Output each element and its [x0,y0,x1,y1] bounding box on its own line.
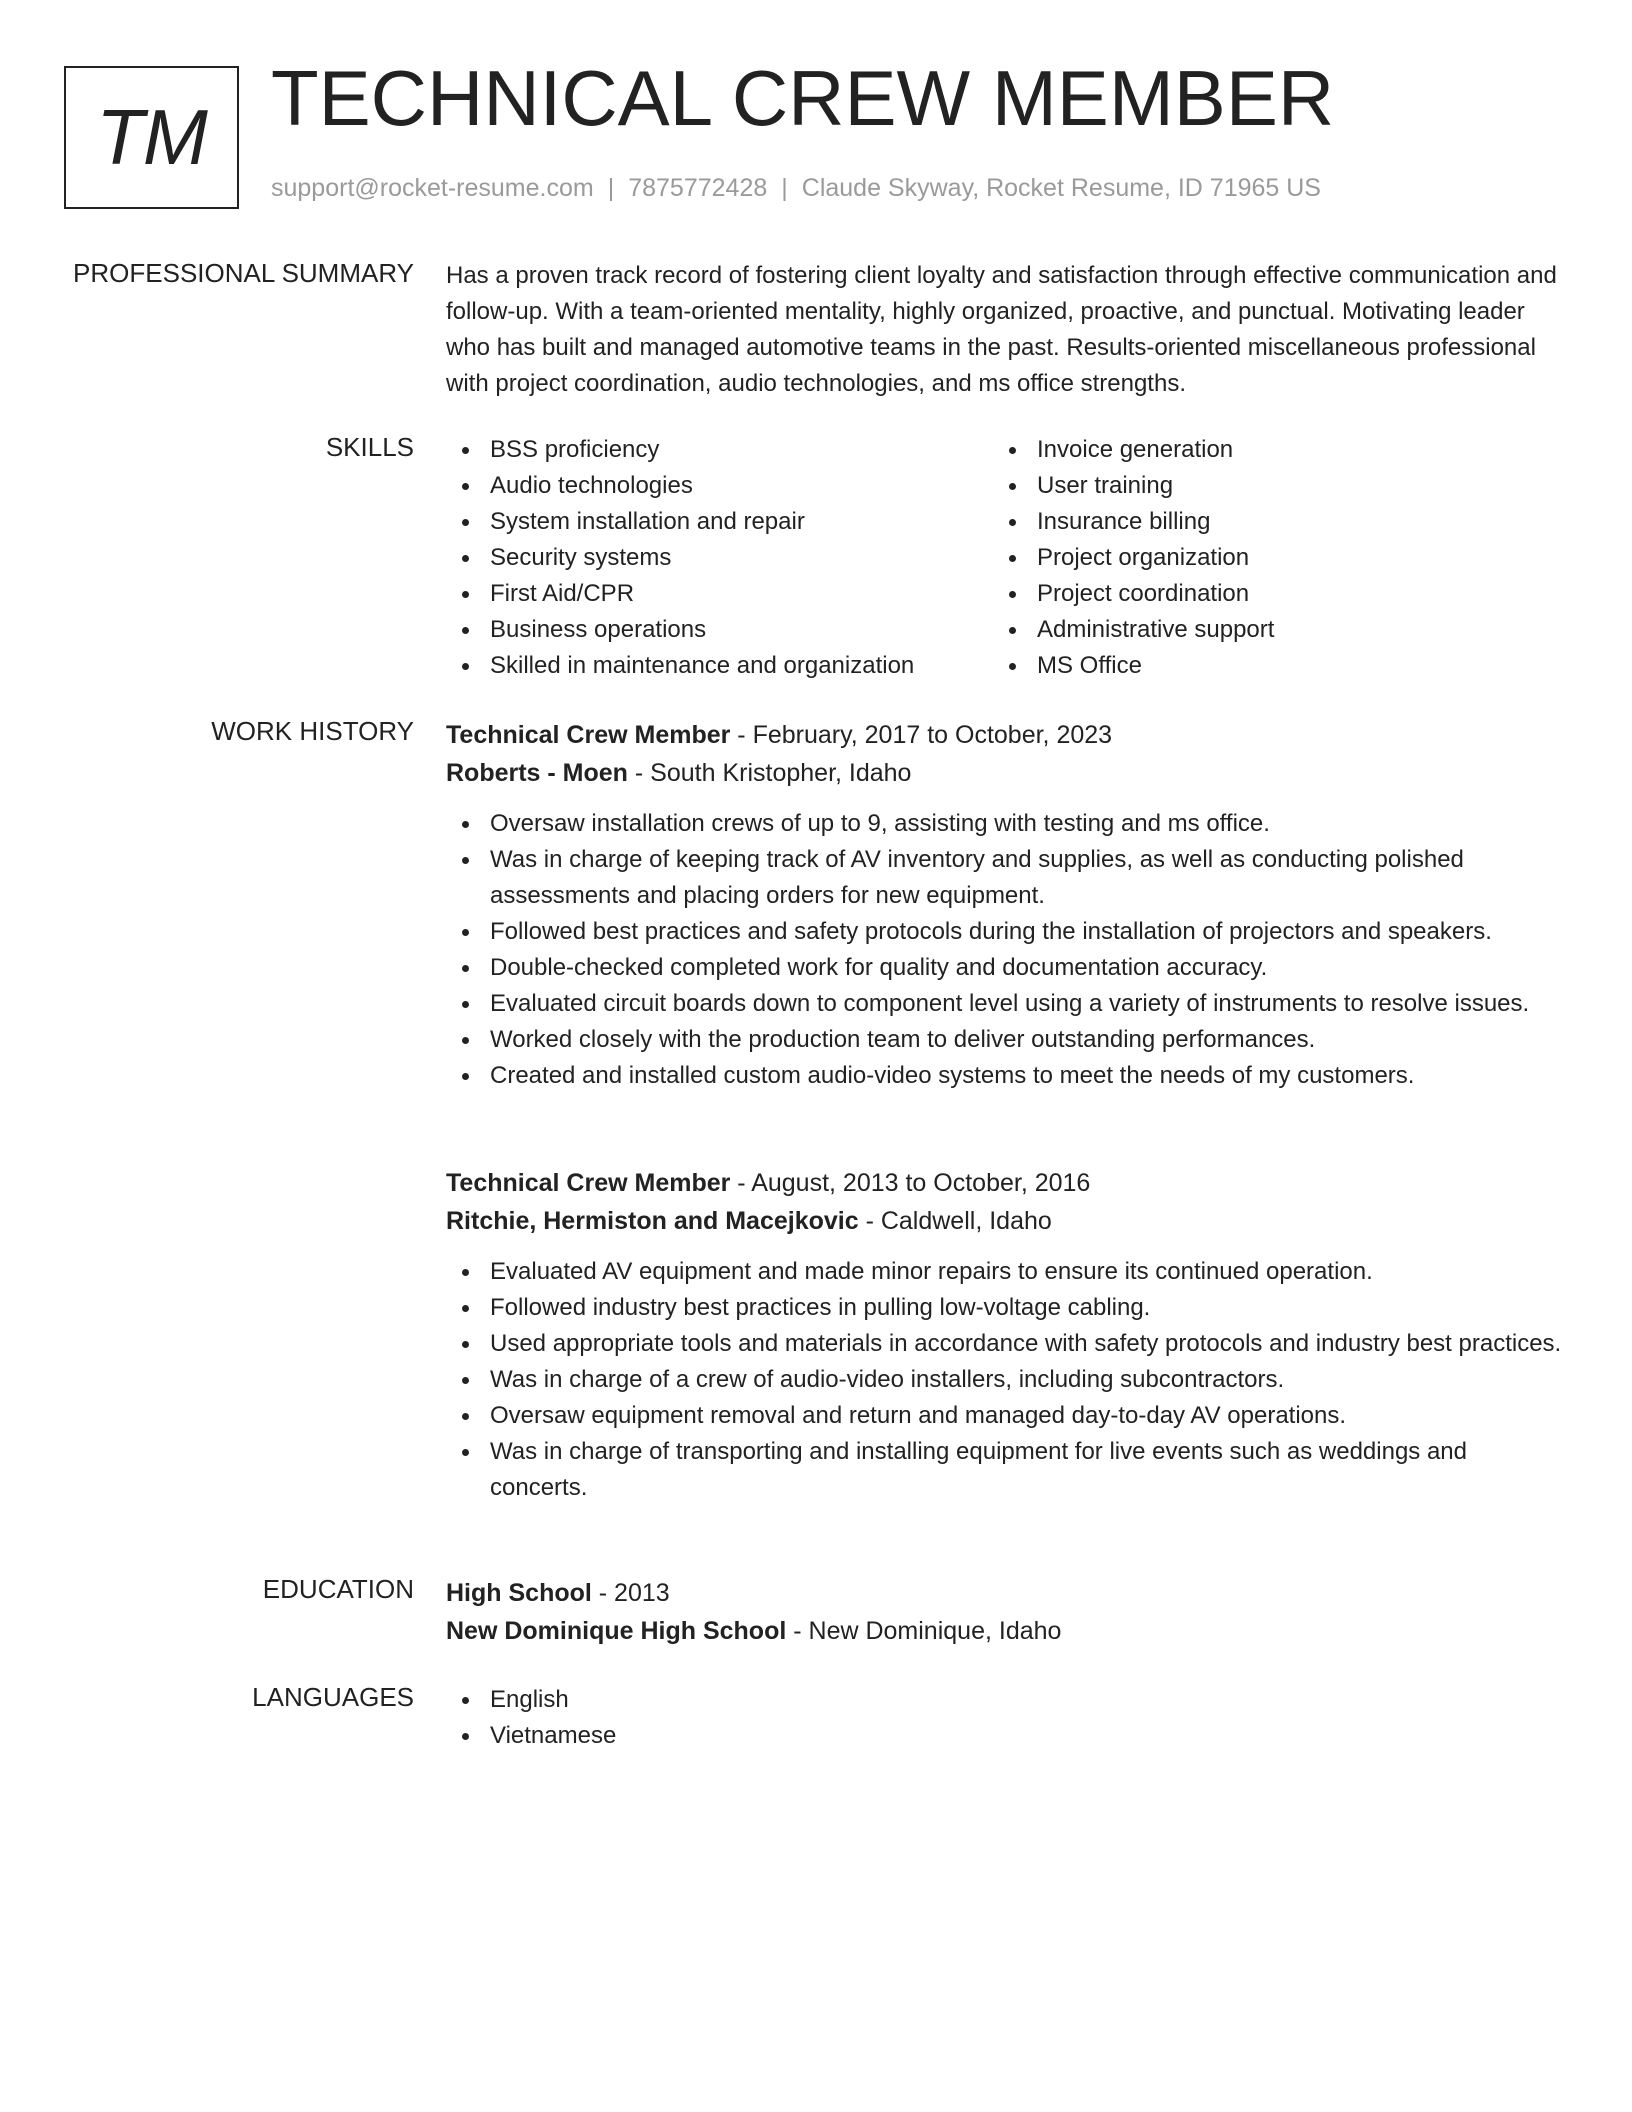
job-title-line [446,716,1566,754]
education-label: EDUCATION [262,1574,414,1604]
job-bullet: Evaluated circuit boards down to component level using a variety of instruments to resolve issues. [446,986,1566,1022]
summary-label: PROFESSIONAL SUMMARY [73,258,414,288]
job-bullet: Worked closely with the production team to deliver outstanding performances. [446,1022,1566,1058]
summary-text: Has a proven track record of fostering client loyalty and satisfaction through effective communication and follow-up. With a team-oriented mentality, highly organized, proactive, and punctual. Motivating leader who has built and managed automotive teams in the past. Results-oriented miscellaneous professional with project coordination, audio technologies, and ms office strengths. [446,262,1557,397]
job-bullet: Was in charge of keeping track of AV inventory and supplies, as well as conducting polished assessments and placing orders for new equipment. [446,842,1566,914]
job-title: Technical Crew Member [446,1169,731,1197]
skill-item: Invoice generation [993,432,1540,468]
school-name: New Dominique High School [446,1617,787,1645]
job-location: - South Kristopher, Idaho [627,759,912,787]
job-bullet: Followed best practices and safety protocols during the installation of projectors and speakers. [446,914,1566,950]
skill-item: System installation and repair [446,504,993,540]
job-bullet: Created and installed custom audio-video systems to meet the needs of my customers. [446,1058,1566,1094]
job-company: Roberts - Moen [446,759,628,787]
languages-label: LANGUAGES [252,1682,414,1712]
skill-item: Administrative support [993,612,1540,648]
languages-list [446,1682,1566,1754]
phone: 7875772428 [628,174,768,202]
skills-column-left [446,432,993,684]
work-body [446,716,1566,1094]
job-entry [446,716,1566,1094]
language-item: Vietnamese [446,1718,1566,1754]
skills-column-right [993,432,1540,684]
monogram: TM [64,66,239,209]
job-bullet: Was in charge of transporting and installing equipment for live events such as weddings and concerts. [446,1434,1566,1506]
separator: | [607,174,615,202]
skill-item: User training [993,468,1540,504]
job-dates: - August, 2013 to October, 2016 [730,1169,1091,1197]
skill-item: Insurance billing [993,504,1540,540]
skill-item: Security systems [446,540,993,576]
skill-item: First Aid/CPR [446,576,993,612]
job-company-line [446,754,1566,792]
work-body [446,1164,1566,1506]
job-entry [446,1164,1566,1506]
job-bullet: Followed industry best practices in pulling low-voltage cabling. [446,1290,1566,1326]
job-bullet: Oversaw installation crews of up to 9, assisting with testing and ms office. [446,806,1566,842]
job-bullet: Evaluated AV equipment and made minor repairs to ensure its continued operation. [446,1254,1566,1290]
job-dates: - February, 2017 to October, 2023 [730,721,1113,749]
address: Claude Skyway, Rocket Resume, ID 71965 US [801,174,1321,202]
job-bullet: Double-checked completed work for quality and documentation accuracy. [446,950,1566,986]
job-title: Technical Crew Member [446,721,731,749]
school-location: - New Dominique, Idaho [786,1617,1062,1645]
page-title: TECHNICAL CREW MEMBER [271,54,1335,142]
skill-item: Project organization [993,540,1540,576]
graduation-year: - 2013 [591,1579,670,1607]
skill-item: BSS proficiency [446,432,993,468]
skill-item: MS Office [993,648,1540,684]
job-bullet: Used appropriate tools and materials in accordance with safety protocols and industry best practices. [446,1326,1566,1362]
degree-line [446,1574,1566,1612]
job-bullet: Was in charge of a crew of audio-video installers, including subcontractors. [446,1362,1566,1398]
skills-body [446,432,1566,684]
school-line [446,1612,1566,1650]
language-item: English [446,1682,1566,1718]
skill-item: Business operations [446,612,993,648]
education-body [446,1574,1566,1650]
skill-item: Project coordination [993,576,1540,612]
job-bullets [446,806,1566,1094]
job-title-line [446,1164,1566,1202]
languages-body [446,1682,1566,1754]
job-location: - Caldwell, Idaho [858,1207,1052,1235]
job-bullet: Oversaw equipment removal and return and managed day-to-day AV operations. [446,1398,1566,1434]
skills-label: SKILLS [325,432,414,462]
email: support@rocket-resume.com [271,174,594,202]
degree: High School [446,1579,592,1607]
work-label: WORK HISTORY [211,716,414,746]
job-company-line [446,1202,1566,1240]
contact-line [271,174,1321,203]
skill-item: Audio technologies [446,468,993,504]
job-company: Ritchie, Hermiston and Macejkovic [446,1207,859,1235]
skill-item: Skilled in maintenance and organization [446,648,993,684]
separator: | [781,174,788,202]
job-bullets [446,1254,1566,1506]
